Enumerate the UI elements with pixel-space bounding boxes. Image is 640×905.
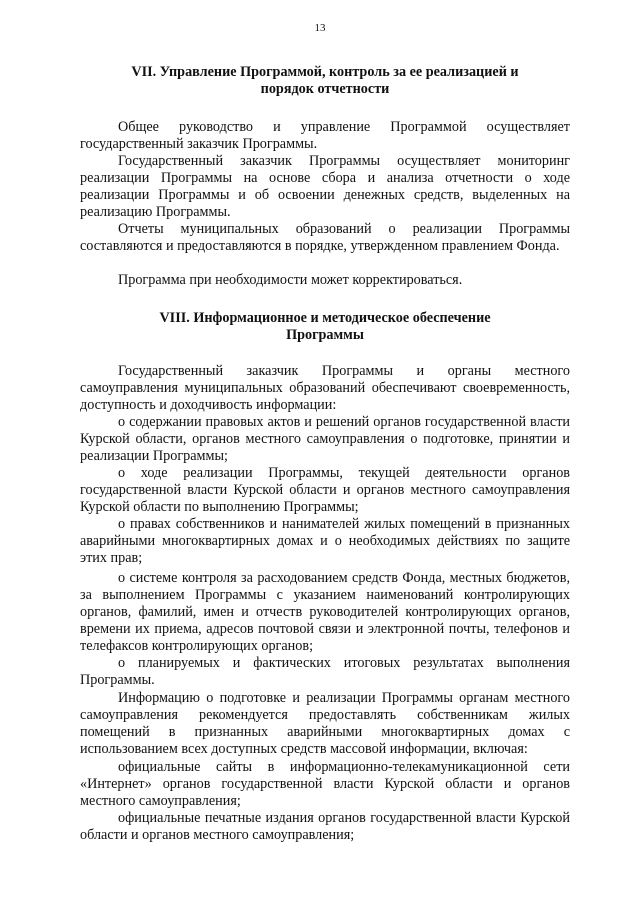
- section-8-paragraph: о ходе реализации Программы, текущей деятельности органов государственной власти Курской области и органов местного самоуправления Курской области по выполнению Программы;: [80, 465, 570, 516]
- section-8-paragraph: о системе контроля за расходованием средств Фонда, местных бюджетов, за выполнением Программы с указанием наименований контролирующих органов, фамилий, имен и отчеств руководителей контролирующих органов, времени их приема, адресов почтовой связи и электронной почты, телефонов и телефаксов контролирующих органов;: [80, 570, 570, 655]
- page-number: 13: [314, 22, 326, 34]
- section-7-title-line-2: порядок отчетности: [260, 81, 390, 97]
- section-8-paragraph: Информацию о подготовке и реализации Программы органам местного самоуправления рекомендуется предоставлять собственникам жилых помещений в признанных аварийными многоквартирных домах с использованием всех доступных средств массовой информации, включая:: [80, 690, 570, 758]
- section-7-title: [80, 64, 570, 98]
- section-7-title-line-1: VII. Управление Программой, контроль за ее реализацией и: [131, 64, 519, 80]
- section-7-paragraph: Отчеты муниципальных образований о реализации Программы составляются и предоставляются в порядке, утвержденном правлением Фонда.: [80, 221, 570, 255]
- section-8-title-line-1: VIII. Информационное и методическое обеспечение: [159, 310, 491, 326]
- section-8-paragraph: о правах собственников и нанимателей жилых помещений в признанных аварийными многоквартирных домах и о необходимых действиях по защите этих прав;: [80, 516, 570, 567]
- section-8-title: [80, 310, 570, 344]
- section-7-paragraph: Государственный заказчик Программы осуществляет мониторинг реализации Программы на основе сбора и анализа отчетности о ходе реализации Программы и об освоении денежных средств, выделенных на реализацию Программы.: [80, 153, 570, 221]
- section-8-paragraph: о планируемых и фактических итоговых результатах выполнения Программы.: [80, 655, 570, 689]
- section-8-paragraph: о содержании правовых актов и решений органов государственной власти Курской области, органов местного самоуправления о подготовке, принятии и реализации Программы;: [80, 414, 570, 465]
- section-7-paragraph: Программа при необходимости может корректироваться.: [118, 272, 463, 288]
- section-8-paragraph: официальные печатные издания органов государственной власти Курской области и органов местного самоуправления;: [80, 810, 570, 844]
- section-8-paragraph: Государственный заказчик Программы и органы местного самоуправления муниципальных образований обеспечивают своевременность, доступность и доходчивость информации:: [80, 363, 570, 414]
- section-8-title-line-2: Программы: [286, 327, 364, 343]
- section-7-paragraph: Общее руководство и управление Программой осуществляет государственный заказчик Программы.: [80, 119, 570, 153]
- section-8-paragraph: официальные сайты в информационно-телекамуникационной сети «Интернет» органов государственной власти Курской области и органов местного самоуправления;: [80, 759, 570, 810]
